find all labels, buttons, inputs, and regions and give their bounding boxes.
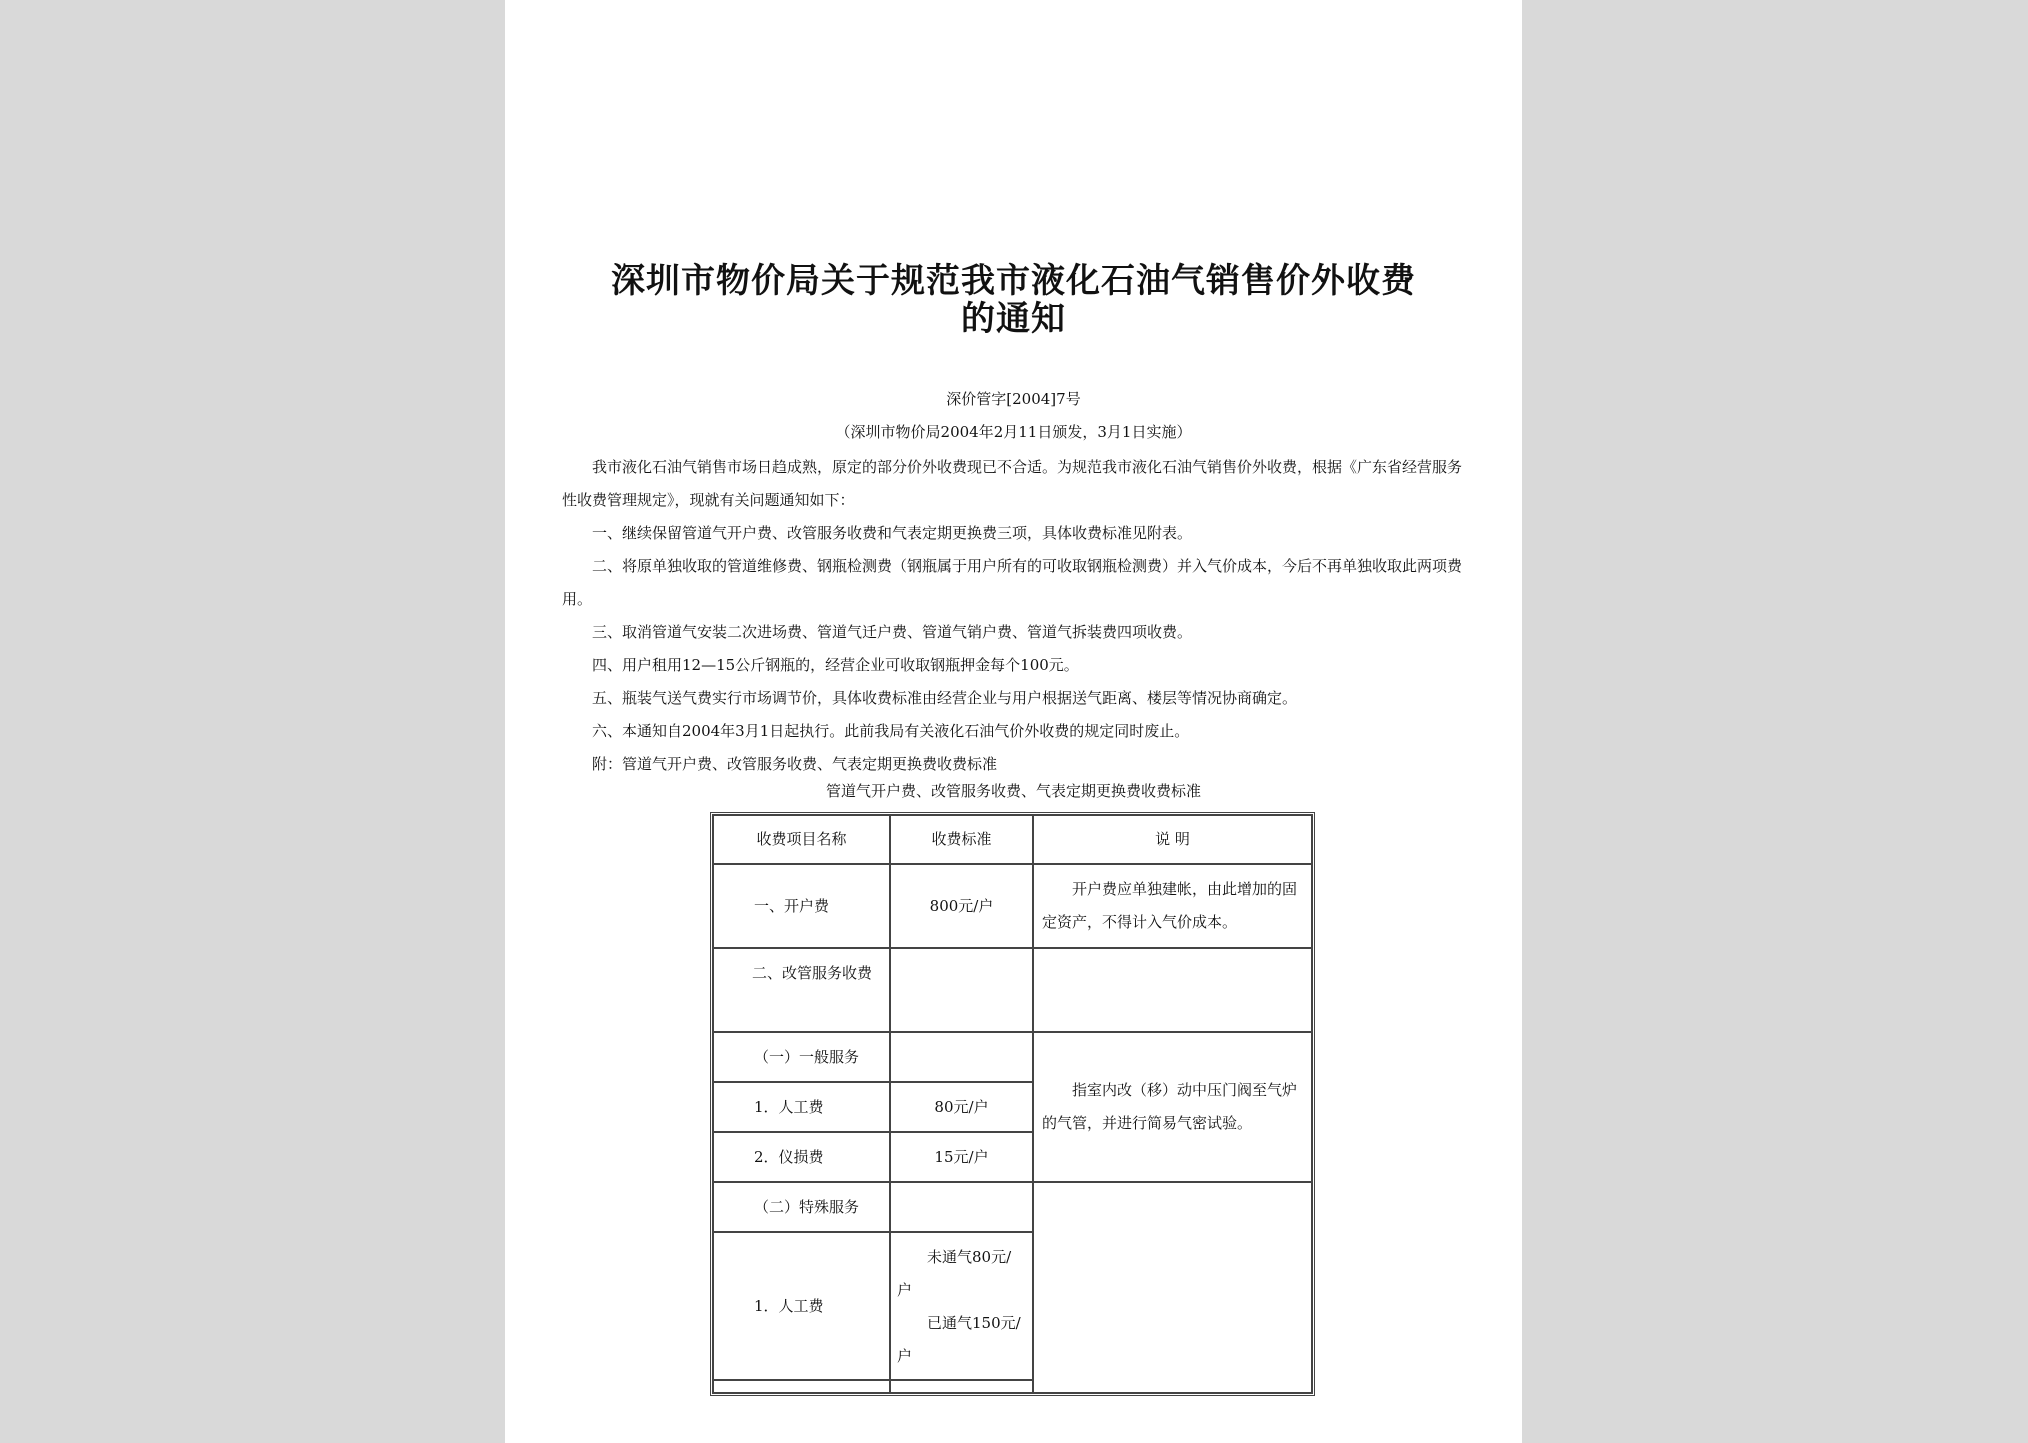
general-service-note-text: 指室内改（移）动中压门阀至气炉的气管，并进行简易气密试验。 [1042,1081,1298,1132]
row-opening-fee-value: 800元/户 [890,864,1033,948]
special-service-note [1033,1182,1312,1393]
paragraph-attachment: 附：管道气开户费、改管服务收费、气表定期更换费收费标准 [592,755,998,773]
row-labor-fee-value: 80元/户 [890,1082,1033,1132]
general-service-note [1033,1032,1312,1182]
issue-info: （深圳市物价局2004年2月11日颁发，3月1日实施） [835,423,1192,441]
header-description: 说 明 [1033,815,1312,864]
row-instrument-fee-name: 2．仪损费 [713,1132,890,1182]
paragraph-item-1: 一、继续保留管道气开户费、改管服务收费和气表定期更换费三项，具体收费标准见附表。 [592,524,1193,542]
document-title [545,262,1482,338]
header-fee-standard: 收费标准 [890,815,1033,864]
row-opening-fee-note: 开户费应单独建帐，由此增加的固定资产，不得计入气价成本。 [1033,864,1312,948]
row-special-service-value [890,1182,1033,1232]
paragraph-item-3: 三、取消管道气安装二次进场费、管道气迁户费、管道气销户费、管道气拆装费四项收费。 [592,623,1193,641]
paragraph-intro: 我市液化石油气销售市场日趋成熟，原定的部分价外收费现已不合适。为规范我市液化石油气销售价外收费，根据《广东省经营服务性收费管理规定》，现就有关问题通知如下： [562,458,1463,509]
special-labor-fee-connected: 已通气150元/户 [897,1314,1021,1365]
title-line-1: 深圳市物价局关于规范我市液化石油气销售价外收费 [611,261,1416,301]
paragraph-item-4: 四、用户租用12—15公斤钢瓶的，经营企业可收取钢瓶押金每个100元。 [592,656,1079,674]
row-pipe-service-value [890,948,1033,1032]
row-general-service-name: （一）一般服务 [713,1032,890,1082]
row-opening-fee-name: 一、开户费 [713,864,890,948]
fee-table [710,812,1315,1396]
special-labor-fee-not-connected: 未通气80元/户 [897,1248,1012,1299]
paragraph-item-5: 五、瓶装气送气费实行市场调节价，具体收费标准由经营企业与用户根据送气距离、楼层等情况协商确定。 [592,689,1298,707]
row-instrument-fee-value: 15元/户 [890,1132,1033,1182]
paragraph-item-6: 六、本通知自2004年3月1日起执行。此前我局有关液化石油气价外收费的规定同时废止。 [592,722,1190,740]
header-item-name: 收费项目名称 [713,815,890,864]
row-special-labor-value [890,1232,1033,1380]
document-page [505,0,1522,1443]
row-labor-fee-name: 1．人工费 [713,1082,890,1132]
table-caption: 管道气开户费、改管服务收费、气表定期更换费收费标准 [825,782,1201,800]
paragraph-item-2: 二、将原单独收取的管道维修费、钢瓶检测费（钢瓶属于用户所有的可收取钢瓶检测费）并入气价成本，今后不再单独收取此两项费用。 [562,557,1463,608]
row-pipe-service-note [1033,948,1312,1032]
document-body [562,451,1470,781]
row-cutoff-value [890,1380,1033,1393]
row-cutoff-name [713,1380,890,1393]
row-general-service-value [890,1032,1033,1082]
title-line-2: 的通知 [961,299,1066,339]
document-number: 深价管字[2004]7号 [946,390,1081,408]
row-special-labor-name: 1．人工费 [713,1232,890,1380]
row-special-service-name: （二）特殊服务 [713,1182,890,1232]
row-pipe-service-name: 二、改管服务收费 [713,948,890,1032]
